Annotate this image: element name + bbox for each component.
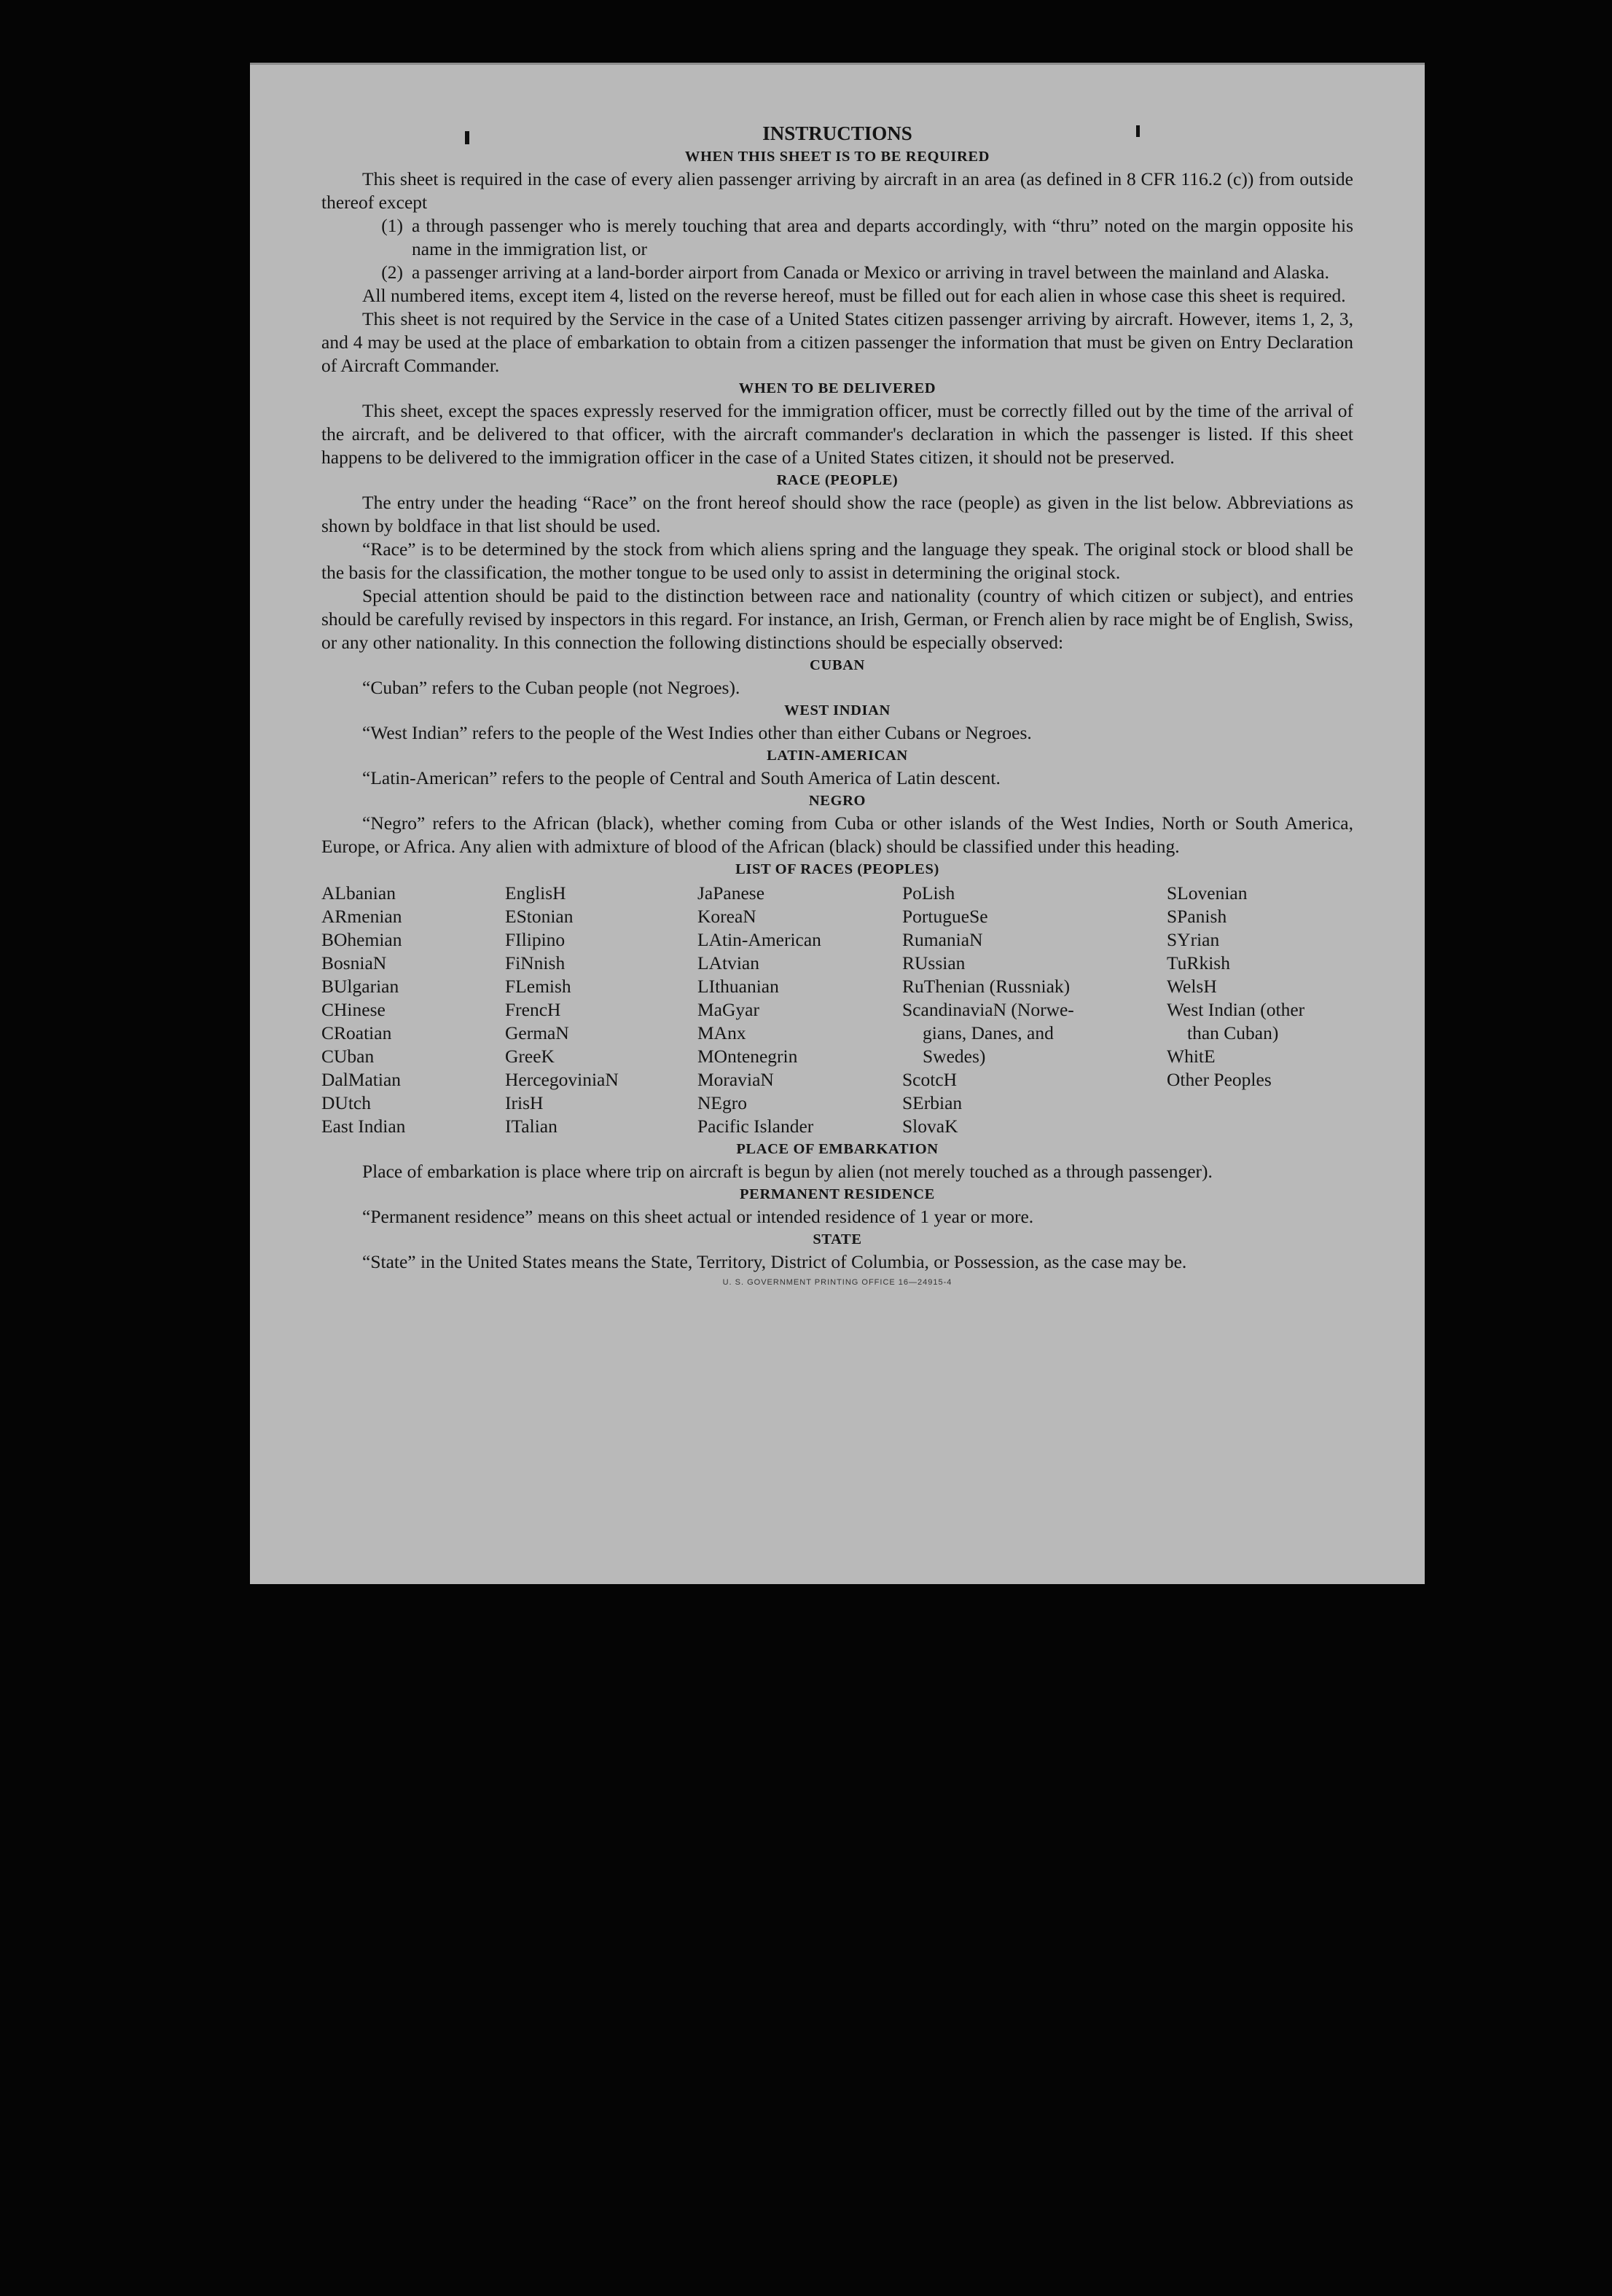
latin-american-paragraph: “Latin-American” refers to the people of Central and South America of Latin descent. <box>362 767 1001 788</box>
races-column-5 <box>1167 882 1358 1138</box>
race-entry: RuThenian (Russniak) <box>902 976 1071 997</box>
race-entry: RUssian <box>902 952 966 973</box>
race-entry: DalMatian <box>321 1069 402 1090</box>
race-entry: SLovenian <box>1167 882 1248 904</box>
race-entry: KoreaN <box>697 906 756 927</box>
race-entry-continued: Swedes) <box>923 1046 986 1067</box>
race-entry: LAtvian <box>697 952 759 973</box>
race-entry: MaGyar <box>697 999 759 1020</box>
race-entry: Other Peoples <box>1167 1069 1272 1090</box>
race-entry: West Indian (other <box>1167 999 1305 1020</box>
printer-imprint: U. S. GOVERNMENT PRINTING OFFICE 16—24915-4 <box>722 1278 952 1287</box>
race-entry: EStonian <box>505 906 574 927</box>
race-entry-continued: gians, Danes, and <box>923 1022 1054 1043</box>
races-column-1 <box>321 882 505 1138</box>
west-indian-paragraph: “West Indian” refers to the people of the West Indies other than either Cubans or Negroes. <box>362 722 1032 743</box>
race-entry: LIthuanian <box>697 976 779 997</box>
race-entry: FiNnish <box>505 952 566 973</box>
race-entry: DUtch <box>321 1092 371 1113</box>
races-column-2 <box>505 882 697 1138</box>
item-text: a through passenger who is merely touching that area and departs accordingly, with “thru” noted on the margin opposite his name in the immigration list, or <box>412 215 1353 259</box>
exception-item <box>321 261 1353 284</box>
section-heading-residence: PERMANENT RESIDENCE <box>740 1186 935 1202</box>
race-entry: SYrian <box>1167 929 1220 950</box>
required-intro: This sheet is required in the case of every alien passenger arriving by aircraft in an area (as defined in 8 CFR 116.2 (c)) from outside thereof except <box>321 168 1353 213</box>
race-entry: BosniaN <box>321 952 387 973</box>
race-entry: BOhemian <box>321 929 402 950</box>
section-heading-race: RACE (PEOPLE) <box>776 472 899 488</box>
race-entry: PoLish <box>902 882 955 904</box>
race-entry: GermaN <box>505 1022 569 1043</box>
race-entry: MOntenegrin <box>697 1046 798 1067</box>
state-paragraph: “State” in the United States means the State, Territory, District of Columbia, or Possession, as the case may be. <box>362 1251 1187 1272</box>
race-entry: FIlipino <box>505 929 566 950</box>
page-title: INSTRUCTIONS <box>762 122 912 144</box>
section-heading-races-list: LIST OF RACES (PEOPLES) <box>735 861 939 877</box>
cuban-paragraph: “Cuban” refers to the Cuban people (not Negroes). <box>362 677 740 698</box>
section-heading-state: STATE <box>813 1231 862 1247</box>
race-entry: SErbian <box>902 1092 963 1113</box>
section-heading-latin-american: LATIN-AMERICAN <box>767 748 908 764</box>
race-entry: LAtin-American <box>697 929 821 950</box>
punch-mark <box>1136 125 1140 137</box>
instruction-sheet <box>250 64 1425 1584</box>
embarkation-paragraph: Place of embarkation is place where trip on aircraft is begun by alien (not merely touched as a through passenger). <box>362 1161 1213 1182</box>
race-entry: MoraviaN <box>697 1069 774 1090</box>
race-entry: CHinese <box>321 999 386 1020</box>
numbered-items-paragraph: All numbered items, except item 4, listed on the reverse hereof, must be filled out for each alien in whose case this sheet is required. <box>362 285 1346 306</box>
item-text: a passenger arriving at a land-border airport from Canada or Mexico or arriving in travel between the mainland and Alaska. <box>412 262 1329 283</box>
race-entry: CRoatian <box>321 1022 392 1043</box>
delivered-paragraph: This sheet, except the spaces expressly reserved for the immigration officer, must be correctly filled out by the time of the arrival of the aircraft, and be delivered to that officer, with the aircraft commander's declaration in which the passenger is listed. If this sheet happens to be delivered to the immigration officer in the case of a United States citizen, it should not be preserved. <box>321 400 1353 468</box>
section-heading-cuban: CUBAN <box>810 657 865 673</box>
races-column-4 <box>902 882 1167 1138</box>
race-entry: JaPanese <box>697 882 765 904</box>
race-entry: FrencH <box>505 999 561 1020</box>
race-entry: ScotcH <box>902 1069 958 1090</box>
race-entry: TuRkish <box>1167 952 1230 973</box>
race-entry: SlovaK <box>902 1116 958 1137</box>
section-heading-embarkation: PLACE OF EMBARKATION <box>736 1141 939 1157</box>
race-entry: EnglisH <box>505 882 566 904</box>
race-paragraph-3: Special attention should be paid to the distinction between race and nationality (country of which citizen or subject), and entries should be carefully revised by inspectors in this regard. For instance, an Irish, German, or French alien by race might be of English, Swiss, or any other nationality. In this connection the following distinctions should be especially observed: <box>321 585 1353 653</box>
race-entry: ARmenian <box>321 906 402 927</box>
race-entry: CUban <box>321 1046 375 1067</box>
top-edge-line <box>250 63 1425 65</box>
race-entry: WelsH <box>1167 976 1217 997</box>
item-number: (2) <box>381 262 403 283</box>
race-entry: ScandinaviaN (Norwe- <box>902 999 1074 1020</box>
race-paragraph-2: “Race” is to be determined by the stock from which aliens spring and the language they speak. The original stock or blood shall be the basis for the classification, the mother tongue to be used only to assist in determining the original stock. <box>321 538 1353 583</box>
race-entry: IrisH <box>505 1092 544 1113</box>
item-number: (1) <box>381 215 403 236</box>
race-entry: PortugueSe <box>902 906 988 927</box>
section-heading-west-indian: WEST INDIAN <box>784 702 891 718</box>
negro-paragraph: “Negro” refers to the African (black), whether coming from Cuba or other islands of the West Indies, North or South America, Europe, or Africa. Any alien with admixture of blood of the African (black) should be classified under this heading. <box>321 812 1353 857</box>
race-entry: BUlgarian <box>321 976 399 997</box>
race-entry: GreeK <box>505 1046 555 1067</box>
races-list <box>321 882 1353 1138</box>
race-entry: FLemish <box>505 976 571 997</box>
citizen-paragraph: This sheet is not required by the Service in the case of a United States citizen passenger arriving by aircraft. However, items 1, 2, 3, and 4 may be used at the place of embarkation to obtain from a citizen passenger the information that must be given on Entry Declaration of Aircraft Commander. <box>321 308 1353 376</box>
section-heading-required: WHEN THIS SHEET IS TO BE REQUIRED <box>684 149 990 165</box>
race-entry: WhitE <box>1167 1046 1216 1067</box>
race-entry: East Indian <box>321 1116 406 1137</box>
punch-mark <box>465 131 469 144</box>
race-entry: ITalian <box>505 1116 557 1137</box>
race-entry: MAnx <box>697 1022 746 1043</box>
races-column-3 <box>697 882 902 1138</box>
race-paragraph-1: The entry under the heading “Race” on the front hereof should show the race (people) as given in the list below. Abbreviations as shown by boldface in that list should be used. <box>321 492 1353 536</box>
section-heading-negro: NEGRO <box>808 793 866 809</box>
residence-paragraph: “Permanent residence” means on this sheet actual or intended residence of 1 year or more. <box>362 1206 1034 1227</box>
exception-item <box>321 214 1353 261</box>
race-entry: SPanish <box>1167 906 1227 927</box>
section-heading-delivered: WHEN TO BE DELIVERED <box>738 380 936 396</box>
race-entry: NEgro <box>697 1092 747 1113</box>
race-entry: HercegoviniaN <box>505 1069 619 1090</box>
race-entry-continued: than Cuban) <box>1187 1022 1279 1043</box>
race-entry: ALbanian <box>321 882 396 904</box>
race-entry: RumaniaN <box>902 929 983 950</box>
race-entry: Pacific Islander <box>697 1116 814 1137</box>
